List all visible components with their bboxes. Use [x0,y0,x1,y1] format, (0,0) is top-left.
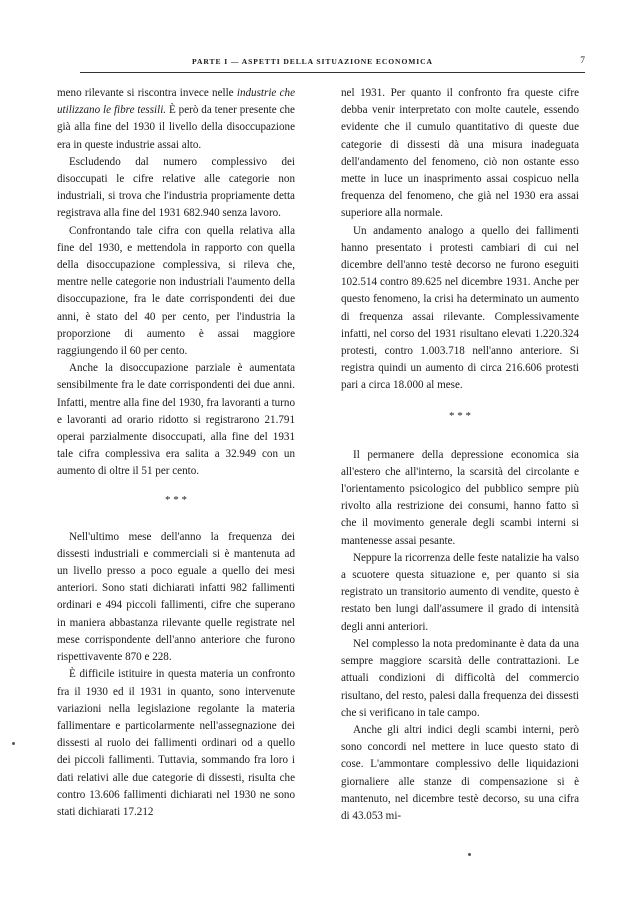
page-number: 7 [580,56,585,66]
separator-asterisks: * * * [449,409,471,422]
scan-speck [468,853,471,856]
paragraph: Neppure la ricorrenza delle feste natalizie ha valso a scuotere questa situazione e, per quanto si sia registrato un transitorio aumento di vendite, questo è restato ben lungi dall'assumere il grado di intensità degli anni anteriori. [341,551,579,633]
paragraph: Un andamento analogo a quello dei fallimenti hanno presentato i protesti cambiari di cui nel dicembre dell'anno testè decorso ne furono eseguiti 102.514 contro 89.625 nel dicembre 1931. Anche per questo fenomeno, la crisi ha determinato un aumento di frequenza assai rilevante. Complessivamente infatti, nel corso del 1931 risultano elevati 1.220.324 protesti, contro 1.003.718 nell'anno anteriore. Si registra quindi un aumento di circa 216.606 protesti pari a circa 18.000 al mese. [341,224,579,392]
left-column [57,85,295,821]
paragraph: Escludendo dal numero complessivo dei disoccupati le cifre relative alle categorie non industriali, si trova che l'industria propriamente detta registrava alla fine del 1931 682.940 senza lavoro. [57,155,295,220]
scan-speck [12,742,15,745]
paragraph-text: meno rilevante si riscontra invece nelle [57,87,237,99]
paragraph: Confrontando tale cifra con quella relativa alla fine del 1930, e mettendola in rapporto con quella della disoccupazione complessiva, si rileva che, mentre nelle categorie non industriali l'aumento della disoccupazione, fra le date corrispondenti dei due anni, è stato del 40 per cento, per l'industria la proporzione di aumento è assai maggiore raggiungendo il 60 per cento. [57,224,295,358]
paragraph: Nel complesso la nota predominante è data da una sempre maggiore scarsità delle contrattazioni. Le attuali condizioni di difficoltà del commercio risultano, del resto, palesi dalla frequenza dei dissesti che si verificano in tale campo. [341,637,579,719]
paragraph: nel 1931. Per quanto il confronto fra queste cifre debba venir interpretato con molte cautele, essendo evidente che il cumulo quantitativo di queste due categorie di dissesti dà una misura inadeguata dell'andamento del fenomeno, ciò non ostante esso mette in luce un inasprimento assai cospicuo nella frequenza del fenomeno, che già nel 1930 era assai superiore alla normale. [341,87,579,220]
paragraph-text: È però da tener presente che già alla fine del 1930 il livello della disoccupazione era in queste industrie assai alto. [57,104,295,151]
section-separator [341,411,579,431]
running-header [80,57,585,71]
paragraph: Anche la disoccupazione parziale è aumentata sensibilmente fra le date corrispondenti dei due anni. Infatti, mentre alla fine del 1930, fra lavoranti a turno e lavoranti ad orario ridotto si registrarono 21.791 operai parzialmente disoccupati, alla fine del 1931 tale cifra complessiva era salita a 32.949 con un aumento di oltre il 51 per cento. [57,362,295,478]
header-title: PARTE I — ASPETTI DELLA SITUAZIONE ECONOMICA [192,57,433,66]
paragraph: È difficile istituire in questa materia un confronto fra il 1930 ed il 1931 in quanto, sono intervenute variazioni nella legislazione regolante la materia fallimentare e particolarmente nell'assegnazione dei dissesti al ruolo dei fallimenti ordinari od a quello dei piccoli fallimenti. Tuttavia, sommando fra loro i dati relativi alle due categorie di dissesti, risulta che contro 13.606 fallimenti dichiarati nel 1930 ne sono stati dichiarati 17.212 [57,668,295,818]
paragraph: Nell'ultimo mese dell'anno la frequenza dei dissesti industriali e commerciali si è mantenuta ad un livello presso a poco eguale a quello dei mesi anteriori. Sono stati dichiarati infatti 982 fallimenti ordinari e 494 piccoli fallimenti, cifre che superano in maniera abbastanza rilevante quelle registrate nel mese corrispondente dell'anno anteriore che furono rispettivavente 870 e 228. [57,530,295,664]
paragraph [57,85,295,154]
paragraph: Anche gli altri indici degli scambi interni, però sono concordi nel mettere in luce questo stato di cose. L'ammontare complessivo delle liquidazioni giornaliere alle stanze di compensazione si è mantenuto, nel dicembre testè decorso, su una cifra di 43.053 mi- [341,723,579,822]
emphasis-text: industrie che utilizzano le fibre tessili. [57,87,295,117]
separator-asterisks: * * * [165,493,187,506]
header-rule [80,72,585,73]
paragraph: Il permanere della depressione economica sia all'estero che all'interno, la scarsità del circolante e l'orientamento psicologico del pubblico sempre più rivolto alla restrizione dei consumi, hanno fatto sì che il movimento generale degli scambi interni si mantenesse assai pesante. [341,448,579,547]
right-column [341,85,579,825]
section-separator [57,495,295,515]
